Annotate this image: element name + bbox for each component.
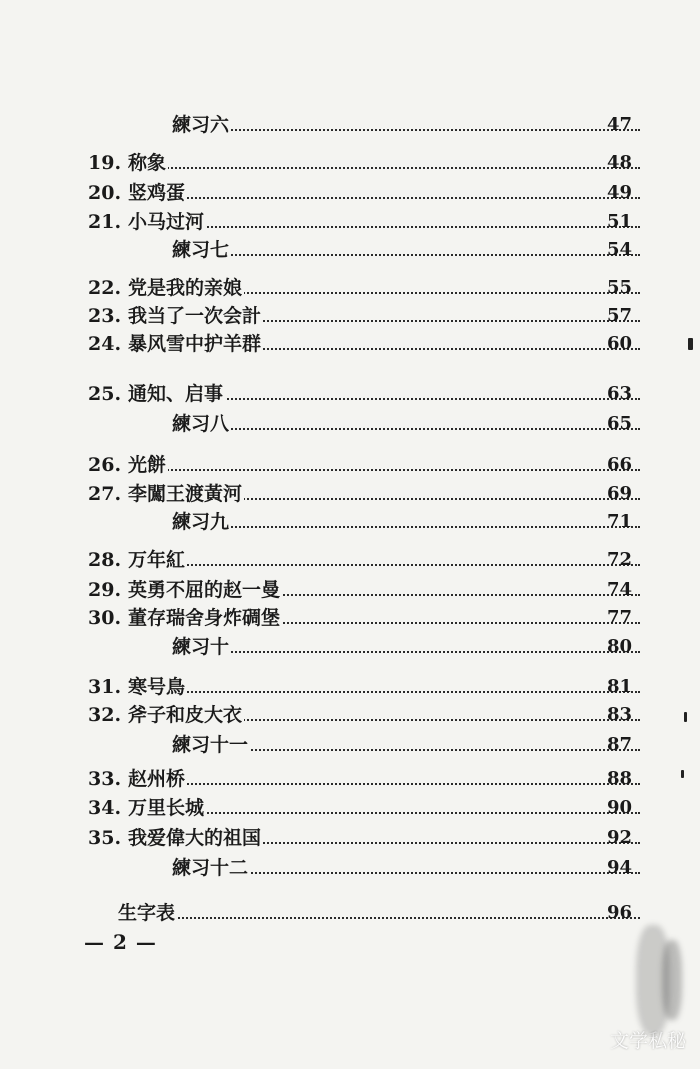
toc-entry-title: 董存瑞舍身炸碉堡 bbox=[128, 603, 282, 633]
toc-entry-number: 31. bbox=[88, 676, 122, 698]
dot-leader bbox=[118, 917, 640, 919]
toc-entry-page: 71 bbox=[606, 511, 632, 532]
toc-entry-number: 34. bbox=[88, 797, 122, 819]
toc-entry-title: 万年紅 bbox=[128, 545, 187, 575]
dot-leader bbox=[128, 197, 640, 199]
scan-speck bbox=[688, 338, 693, 350]
toc-entry-title: 練习九 bbox=[172, 507, 231, 537]
scan-smudge bbox=[662, 940, 682, 1020]
toc-entry bbox=[0, 207, 700, 237]
toc-entry-page: 60 bbox=[606, 333, 632, 354]
toc-entry-page: 74 bbox=[606, 579, 632, 600]
toc-entry-title: 練习十 bbox=[172, 632, 231, 662]
toc-entry-title: 寒号鳥 bbox=[128, 672, 187, 702]
toc-entry-title: 練习十二 bbox=[172, 853, 250, 883]
toc-entry-page: 47 bbox=[606, 114, 632, 135]
toc-entry bbox=[0, 110, 700, 140]
toc-entry-page: 90 bbox=[606, 797, 632, 818]
toc-entry-page: 54 bbox=[606, 239, 632, 260]
toc-entry-page: 55 bbox=[606, 277, 632, 298]
toc-entry-page: 92 bbox=[606, 827, 632, 848]
dot-leader bbox=[172, 129, 640, 131]
toc-entry bbox=[0, 178, 700, 208]
toc-entry-number: 20. bbox=[88, 182, 122, 204]
toc-entry-title: 李闖王渡黃河 bbox=[128, 479, 244, 509]
scan-speck bbox=[681, 770, 684, 778]
toc-entry-title: 生字表 bbox=[118, 898, 177, 928]
toc-entry bbox=[0, 632, 700, 662]
toc-entry bbox=[0, 603, 700, 633]
toc-entry bbox=[0, 672, 700, 702]
toc-entry-page: 81 bbox=[606, 676, 632, 697]
toc-entry-number: 26. bbox=[88, 454, 122, 476]
toc-entry-number: 23. bbox=[88, 305, 122, 327]
toc-entry-number: 29. bbox=[88, 579, 122, 601]
toc-entry-title: 我爱偉大的祖国 bbox=[128, 823, 263, 853]
dot-leader bbox=[172, 254, 640, 256]
scan-speck bbox=[684, 712, 687, 722]
toc-entry-title: 斧子和皮大衣 bbox=[128, 700, 244, 730]
toc-entry-page: 51 bbox=[606, 211, 632, 232]
toc-entry-number: 24. bbox=[88, 333, 122, 355]
toc-entry-number: 22. bbox=[88, 277, 122, 299]
toc-entry-page: 69 bbox=[606, 483, 632, 504]
toc-entry-page: 87 bbox=[606, 734, 632, 755]
toc-entry-title: 党是我的亲娘 bbox=[128, 273, 244, 303]
toc-entry-title: 赵州桥 bbox=[128, 764, 187, 794]
dot-leader bbox=[128, 691, 640, 693]
toc-entry bbox=[0, 823, 700, 853]
toc-entry bbox=[0, 479, 700, 509]
toc-entry bbox=[0, 301, 700, 331]
toc-entry bbox=[0, 853, 700, 883]
page-number-footer: — 2 — bbox=[84, 930, 157, 954]
toc-entry-number: 27. bbox=[88, 483, 122, 505]
toc-entry bbox=[0, 545, 700, 575]
toc-entry-page: 57 bbox=[606, 305, 632, 326]
dot-leader bbox=[128, 783, 640, 785]
toc-entry-title: 練习六 bbox=[172, 110, 231, 140]
dot-leader bbox=[128, 564, 640, 566]
toc-entry-number: 19. bbox=[88, 152, 122, 174]
dot-leader bbox=[172, 651, 640, 653]
toc-entry bbox=[0, 409, 700, 439]
toc-entry-page: 66 bbox=[606, 454, 632, 475]
toc-entry-page: 94 bbox=[606, 857, 632, 878]
toc-entry bbox=[0, 793, 700, 823]
toc-entry-title: 万里长城 bbox=[128, 793, 206, 823]
toc-entry-title: 練习八 bbox=[172, 409, 231, 439]
toc-entry-page: 77 bbox=[606, 607, 632, 628]
toc-entry bbox=[0, 235, 700, 265]
toc-entry bbox=[0, 379, 700, 409]
toc-entry-title: 英勇不屈的赵一曼 bbox=[128, 575, 282, 605]
toc-entry-title: 小马过河 bbox=[128, 207, 206, 237]
toc-entry-title: 通知、启事 bbox=[128, 379, 225, 409]
toc-entry bbox=[0, 730, 700, 760]
toc-entry-title: 光餅 bbox=[128, 450, 168, 480]
toc-entry bbox=[0, 450, 700, 480]
toc-entry bbox=[0, 329, 700, 359]
dot-leader bbox=[128, 167, 640, 169]
watermark-text: 文学私秘 bbox=[609, 1030, 686, 1052]
toc-entry bbox=[0, 273, 700, 303]
toc-entry bbox=[0, 898, 700, 928]
toc-entry-page: 63 bbox=[606, 383, 632, 404]
toc-entry-title: 練习十一 bbox=[172, 730, 250, 760]
toc-entry-title: 称象 bbox=[128, 148, 168, 178]
toc-entry-title: 暴风雪中护羊群 bbox=[128, 329, 263, 359]
toc-entry-number: 35. bbox=[88, 827, 122, 849]
toc-entry-page: 49 bbox=[606, 182, 632, 203]
toc-entry bbox=[0, 575, 700, 605]
toc-entry-title: 竖鸡蛋 bbox=[128, 178, 187, 208]
toc-entry bbox=[0, 148, 700, 178]
toc-entry-title: 練习七 bbox=[172, 235, 231, 265]
toc-entry-page: 96 bbox=[606, 902, 632, 923]
toc-entry-number: 33. bbox=[88, 768, 122, 790]
toc-entry bbox=[0, 764, 700, 794]
toc-entry-page: 80 bbox=[606, 636, 632, 657]
toc-entry bbox=[0, 700, 700, 730]
dot-leader bbox=[172, 428, 640, 430]
toc-entry-number: 21. bbox=[88, 211, 122, 233]
toc-entry-page: 72 bbox=[606, 549, 632, 570]
toc-entry-page: 48 bbox=[606, 152, 632, 173]
toc-entry-number: 32. bbox=[88, 704, 122, 726]
toc-entry bbox=[0, 507, 700, 537]
toc-entry-title: 我当了一次会計 bbox=[128, 301, 263, 331]
toc-entry-page: 65 bbox=[606, 413, 632, 434]
dot-leader bbox=[172, 526, 640, 528]
toc-entry-number: 25. bbox=[88, 383, 122, 405]
toc-entry-page: 83 bbox=[606, 704, 632, 725]
toc-entry-number: 28. bbox=[88, 549, 122, 571]
dot-leader bbox=[128, 469, 640, 471]
toc-entry-number: 30. bbox=[88, 607, 122, 629]
toc-entry-page: 88 bbox=[606, 768, 632, 789]
